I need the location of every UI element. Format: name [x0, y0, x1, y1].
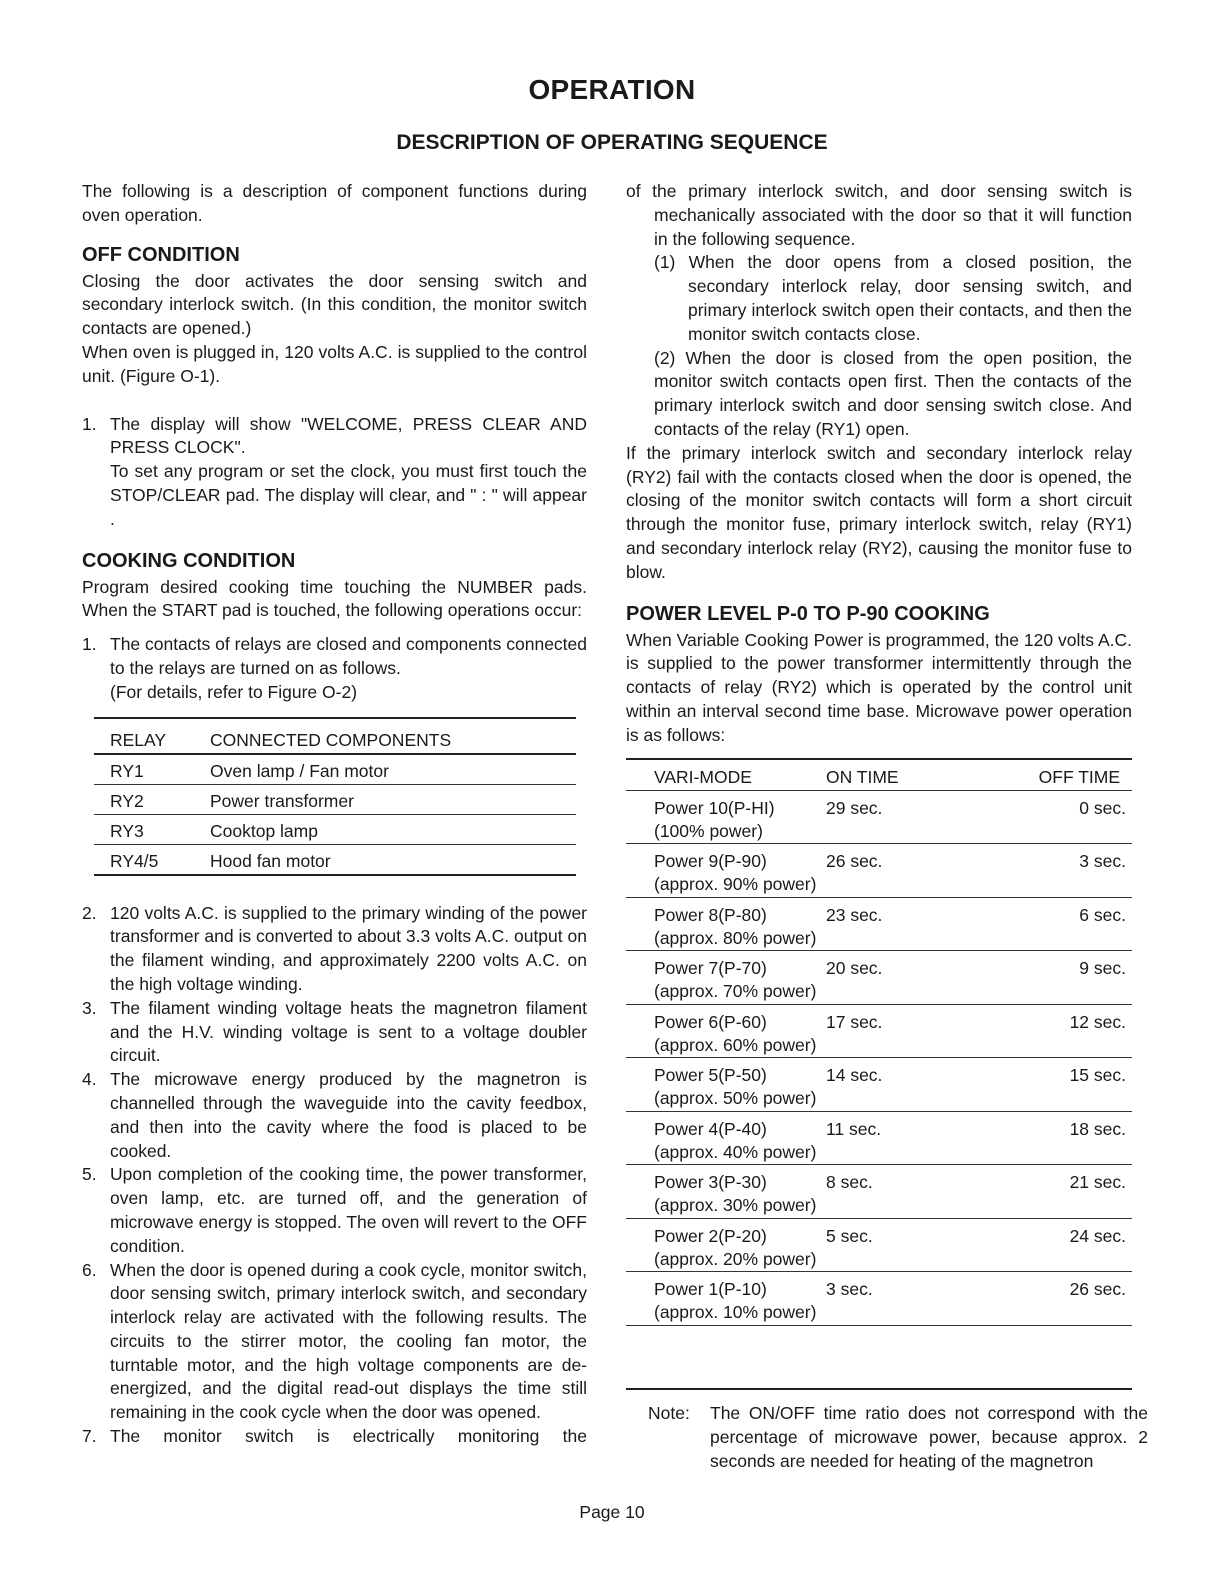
table-row [626, 844, 1132, 898]
on-time-cell: 14 sec. [826, 1065, 883, 1086]
power-percent-cell: (approx. 80% power) [654, 927, 817, 948]
sequence-item-1: (1) When the door opens from a closed position, the secondary interlock relay, door sensing switch, and primary interlock switch open their contacts, and then the monitor switch contacts close. [654, 252, 1132, 344]
power-percent-cell: (100% power) [654, 820, 763, 841]
note-divider [626, 1388, 1132, 1390]
step-number: 1. [82, 634, 97, 655]
page-number: Page 10 [579, 1502, 645, 1522]
table-cell: RY2 [110, 790, 144, 811]
off-time-cell: 15 sec. [1069, 1065, 1126, 1086]
list-item [82, 1068, 587, 1163]
on-time-cell: 29 sec. [826, 797, 883, 818]
table-row [626, 1058, 1132, 1112]
vari-mode-table [626, 758, 1132, 1326]
table-row [626, 1005, 1132, 1059]
relay-table [94, 717, 576, 876]
step-number: 3. [82, 997, 97, 1018]
power-percent-cell: (approx. 10% power) [654, 1302, 817, 1323]
right-column [626, 180, 1132, 1326]
on-time-cell: 20 sec. [826, 958, 883, 979]
vari-mode-cell: Power 4(P-40) [654, 1118, 767, 1139]
step-text: The display will show "WELCOME, PRESS CLEAR AND PRESS CLOCK". [110, 413, 587, 458]
off-time-cell: 9 sec. [1079, 958, 1126, 979]
power-percent-cell: (approx. 30% power) [654, 1195, 817, 1216]
vari-mode-cell: Power 1(P-10) [654, 1279, 767, 1300]
step-text: Upon completion of the cooking time, the power transformer, oven lamp, etc. are turned off, and the generation of microwave energy is stopped. The oven will revert to the OFF condition. [110, 1164, 587, 1256]
vari-mode-cell: Power 5(P-50) [654, 1065, 767, 1086]
table-row [94, 815, 576, 845]
step-text-continued: To set any program or set the clock, you must first touch the STOP/CLEAR pad. The display will clear, and " : " will appear . [110, 461, 587, 529]
step-text: The microwave energy produced by the magnetron is channelled through the waveguide into the cavity feedbox, and then into the cavity where the food is placed to be cooked. [110, 1069, 587, 1161]
on-time-cell: 23 sec. [826, 904, 883, 925]
off-time-cell: 21 sec. [1069, 1172, 1126, 1193]
continued-paragraph: of the primary interlock switch, and door sensing switch is mechanically associated with the door so that it will function in the following sequence. [626, 181, 1132, 249]
off-condition-paragraph-1: Closing the door activates the door sensing switch and secondary interlock switch. (In this condition, the monitor switch contacts are opened.) [82, 270, 587, 339]
on-time-cell: 17 sec. [826, 1011, 883, 1032]
step-text: The monitor switch is electrically monitoring the [110, 1426, 587, 1447]
table-header-cell: OFF TIME [1038, 766, 1120, 787]
list-item [82, 997, 587, 1068]
table-cell: RY1 [110, 760, 144, 781]
table-row [94, 785, 576, 815]
vari-mode-cell: Power 8(P-80) [654, 904, 767, 925]
list-item [82, 902, 587, 997]
step-text: 120 volts A.C. is supplied to the primary winding of the power transformer and is converted to about 3.3 volts A.C. output on the filament winding, and approximately 2200 volts A.C. on the high voltage winding. [110, 902, 587, 994]
table-cell: RY3 [110, 820, 144, 841]
table-row [94, 845, 576, 876]
on-time-cell: 8 sec. [826, 1172, 873, 1193]
table-row [626, 791, 1132, 845]
step-number: 4. [82, 1069, 97, 1090]
off-time-cell: 6 sec. [1079, 904, 1126, 925]
power-level-paragraph: When Variable Cooking Power is programmed, the 120 volts A.C. is supplied to the power transformer intermittently through the contacts of relay (RY2) which is operated by the control unit within an interval second time base. Microwave power operation is as follows: [626, 629, 1132, 745]
step-text: The contacts of relays are closed and components connected to the relays are turned on as follows. [110, 634, 587, 678]
table-row [626, 1112, 1132, 1166]
off-time-cell: 18 sec. [1069, 1118, 1126, 1139]
table-row [626, 1219, 1132, 1273]
off-time-cell: 0 sec. [1079, 797, 1126, 818]
off-time-cell: 3 sec. [1079, 851, 1126, 872]
table-cell: RY4/5 [110, 850, 159, 871]
power-percent-cell: (approx. 20% power) [654, 1248, 817, 1269]
step-text: When the door is opened during a cook cycle, monitor switch, door sensing switch, primary interlock switch, and secondary interlock relay are activated with the following results. The circuits to the stirrer motor, the cooling fan motor, the turntable motor, and the high voltage components are de-energized, and the digital read-out displays the time still remaining in the cook cycle when the door was opened. [110, 1259, 587, 1423]
failure-paragraph: If the primary interlock switch and secondary interlock relay (RY2) fail with the contacts closed when the door is opened, the closing of the monitor switch contacts will form a short circuit through the monitor fuse, primary interlock switch, relay (RY1) and secondary interlock relay (RY2), causing the monitor fuse to blow. [626, 442, 1132, 582]
power-percent-cell: (approx. 40% power) [654, 1141, 817, 1162]
step-number: 1. [82, 413, 97, 434]
off-time-cell: 12 sec. [1069, 1011, 1126, 1032]
vari-mode-cell: Power 3(P-30) [654, 1172, 767, 1193]
cooking-steps-continued [82, 902, 587, 1449]
on-time-cell: 5 sec. [826, 1225, 873, 1246]
section-title: DESCRIPTION OF OPERATING SEQUENCE [396, 131, 828, 154]
table-row [626, 1272, 1132, 1326]
off-condition-heading: OFF CONDITION [82, 243, 240, 266]
on-time-cell: 3 sec. [826, 1279, 873, 1300]
on-time-cell: 26 sec. [826, 851, 883, 872]
table-header-row [94, 719, 576, 755]
vari-mode-cell: Power 7(P-70) [654, 958, 767, 979]
vari-mode-cell: Power 10(P-HI) [654, 797, 775, 818]
off-time-cell: 26 sec. [1069, 1279, 1126, 1300]
cooking-condition-paragraph: Program desired cooking time touching the NUMBER pads. When the START pad is touched, the following operations occur: [82, 576, 587, 621]
power-percent-cell: (approx. 50% power) [654, 1088, 817, 1109]
note-text: The ON/OFF time ratio does not correspond with the percentage of microwave power, because approx. 2 seconds are needed for heating of the magnetron [710, 1403, 1148, 1471]
cooking-steps [82, 633, 587, 704]
list-item [82, 1163, 587, 1258]
list-item [82, 413, 587, 532]
table-header-cell: RELAY [110, 729, 167, 750]
on-time-cell: 11 sec. [826, 1118, 882, 1139]
step-number: 7. [82, 1426, 97, 1447]
table-row [626, 898, 1132, 952]
vari-mode-cell: Power 9(P-90) [654, 851, 767, 872]
off-time-cell: 24 sec. [1069, 1225, 1126, 1246]
vari-mode-cell: Power 2(P-20) [654, 1225, 767, 1246]
step-number: 2. [82, 902, 97, 923]
power-percent-cell: (approx. 90% power) [654, 874, 817, 895]
table-cell: Hood fan motor [210, 850, 331, 871]
intro-paragraph: The following is a description of component functions during oven operation. [82, 181, 587, 225]
step-text-continued: (For details, refer to Figure O-2) [110, 681, 358, 702]
table-cell: Oven lamp / Fan motor [210, 760, 389, 781]
table-cell: Cooktop lamp [210, 820, 318, 841]
step-text: The filament winding voltage heats the magnetron filament and the H.V. winding voltage is sent to a voltage doubler circuit. [110, 997, 587, 1066]
table-header-cell: CONNECTED COMPONENTS [210, 729, 452, 750]
step-number: 5. [82, 1164, 97, 1185]
table-row [626, 1165, 1132, 1219]
page-title: OPERATION [528, 74, 696, 105]
power-percent-cell: (approx. 60% power) [654, 1034, 817, 1055]
list-item [82, 633, 587, 704]
table-header-cell: ON TIME [826, 766, 899, 787]
off-condition-paragraph-2: When oven is plugged in, 120 volts A.C. is supplied to the control unit. (Figure O-1). [82, 341, 587, 386]
list-item [82, 1425, 587, 1449]
table-header-cell: VARI-MODE [654, 766, 752, 787]
step-number: 6. [82, 1259, 97, 1280]
sequence-item-2: (2) When the door is closed from the open position, the monitor switch contacts open first. Then the contacts of the primary interlock switch and door sensing switch close. And contacts of the relay (RY1) open. [654, 347, 1132, 439]
list-item [82, 1259, 587, 1426]
vari-mode-cell: Power 6(P-60) [654, 1011, 767, 1032]
power-level-heading: POWER LEVEL P-0 TO P-90 COOKING [626, 602, 990, 625]
table-row [626, 951, 1132, 1005]
power-percent-cell: (approx. 70% power) [654, 981, 817, 1002]
note-label: Note: [648, 1403, 690, 1423]
table-header-row [626, 760, 1132, 791]
cooking-condition-heading: COOKING CONDITION [82, 549, 296, 572]
table-cell: Power transformer [210, 790, 354, 811]
table-row [94, 755, 576, 785]
off-condition-steps [82, 413, 587, 532]
left-column [82, 180, 587, 1449]
